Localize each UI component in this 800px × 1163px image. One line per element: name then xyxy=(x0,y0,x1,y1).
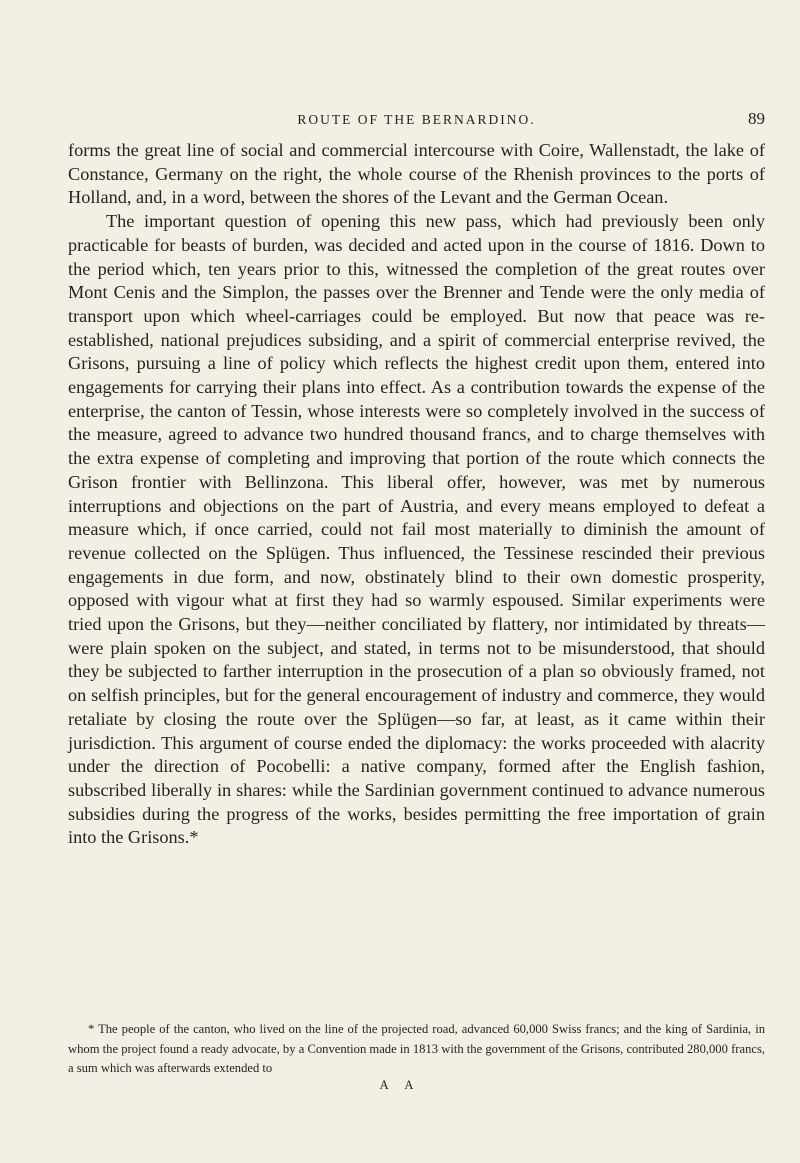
body-text xyxy=(68,139,765,850)
paragraph-bernardino-pass: The important question of opening this new pass, which had previously been only practicable for beasts of burden, was decided and acted upon in the course of 1816. Down to the period which, ten years prior to this, witnessed the completion of the great routes over Mont Cenis and the Simplon, the passes over the Brenner and Tende were the only media of transport upon which wheel-carriages could be employed. But now that peace was re-established, national prejudices subsiding, and a spirit of commercial enterprise revived, the Grisons, pursuing a line of policy which reflects the highest credit upon them, entered into engagements for carrying their plans into effect. As a contribution towards the expense of the enterprise, the canton of Tessin, whose interests were so completely involved in the success of the measure, agreed to advance two hundred thousand francs, and to charge themselves with the extra expense of completing and improving that portion of the route which connects the Grison frontier with Bellinzona. This liberal offer, however, was met by numerous interruptions and objections on the part of Austria, and every means employed to defeat a measure which, if once carried, could not fail most materially to diminish the amount of revenue collected on the Splügen. Thus influenced, the Tessinese rescinded their previous engagements in due form, and now, obstinately blind to their own domestic prosperity, opposed with vigour what at first they had so warmly espoused. Similar experiments were tried upon the Grisons, but they—neither conciliated by flattery, nor intimidated by threats—were plain spoken on the subject, and stated, in terms not to be misunderstood, that should they be subjected to farther interruption in the prosecution of a plan so obviously framed, not on selfish principles, but for the general encouragement of industry and commerce, they would retaliate by closing the route over the Splügen—so far, at least, as it came within their jurisdiction. This argument of course ended the diplomacy: the works proceeded with alacrity under the direction of Pocobelli: a native company, formed after the English fashion, subscribed liberally in shares: while the Sardinian government continued to advance numerous subsidies during the progress of the works, besides permitting the free importation of grain into the Grisons.* xyxy=(68,211,765,848)
running-title: ROUTE OF THE BERNARDINO. xyxy=(297,112,536,127)
paragraph-continuation: forms the great line of social and commercial intercourse with Coire, Wallenstadt, the lake of Constance, Germany on the right, the whole course of the Rhenish provinces to the ports of Holland, and, in a word, between the shores of the Levant and the German Ocean. xyxy=(68,140,765,208)
footnote: * The people of the canton, who lived on the line of the projected road, advanced 60,000 Swiss francs; and the king of Sardinia, in whom the project found a ready advocate, by a Convention made in 1813 with the government of the Grisons, contributed 280,000 francs, a sum which was afterwards extended to xyxy=(68,1022,765,1075)
page-number: 89 xyxy=(748,109,765,128)
signature-mark: A A xyxy=(379,1078,421,1092)
running-head xyxy=(68,109,765,131)
